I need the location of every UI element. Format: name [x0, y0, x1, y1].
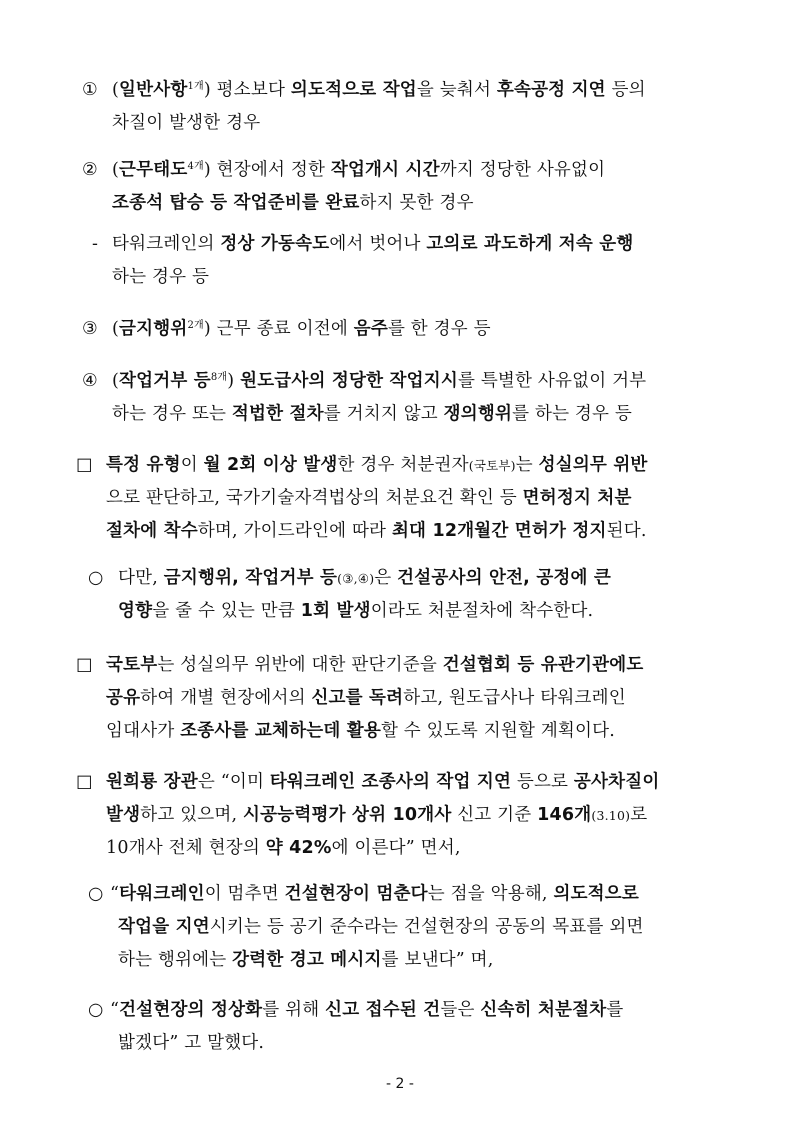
bold-text: 원희룡 장관: [106, 772, 198, 792]
text-segment: (: [112, 319, 120, 339]
paragraph-quote-warning: [88, 878, 644, 977]
text-segment: (: [112, 371, 120, 391]
paragraph-sharing: [76, 649, 643, 748]
bold-text: 작업을 지연: [118, 917, 210, 937]
bold-text: 신고 접수된 건: [325, 1000, 441, 1020]
text-segment: “: [110, 1000, 120, 1020]
text-segment: 까지 정당한 사유없이: [439, 160, 606, 180]
text-segment: 하는 경우 등: [112, 267, 210, 287]
text-segment: 10개사 전체 현장의: [106, 838, 266, 858]
text-segment: 에서 벗어나: [329, 234, 427, 254]
bold-text: 건설현장이 멈춘다: [284, 884, 428, 904]
bold-text: 신속히 처분절차: [480, 1000, 607, 1020]
text-segment: 를 특별한 사유없이 거부: [457, 371, 647, 391]
bold-text: 강력한 경고 메시지: [232, 950, 382, 970]
bold-text: 성실의무 위반: [538, 455, 648, 475]
bold-text: 건설공사의 안전, 공정에 큰: [397, 568, 612, 588]
bold-text: 최대 12개월간 면허가 정지: [391, 521, 607, 541]
text-segment: 을 늦춰서: [416, 80, 497, 100]
bold-text: 금지행위, 작업거부 등: [163, 568, 338, 588]
bold-text: 조종석 탑승 등 작업준비를 완료: [112, 193, 360, 213]
bold-text: 금지행위: [119, 319, 188, 339]
item-work-refusal: [82, 361, 646, 431]
text-segment: 이라도 처분절차에 착수한다.: [370, 601, 594, 621]
text-segment: 를 거치지 않고: [323, 404, 444, 424]
text-segment: 신고 기준: [451, 805, 538, 825]
item-marker: ③: [82, 319, 98, 339]
text-segment: 으로 판단하고, 국가기술자격법상의 처분요건 확인 등: [106, 488, 523, 508]
bold-text: 146개: [537, 805, 592, 825]
bold-text: 1회 발생: [300, 601, 371, 621]
bold-text: 공유: [106, 688, 141, 708]
bold-text: 국토부: [106, 655, 158, 675]
circle-marker: ○: [88, 568, 104, 588]
text-segment: 하지 못한 경우: [359, 193, 474, 213]
bold-text: 일반사항: [119, 80, 188, 100]
text-segment: 를 한 경우 등: [387, 319, 491, 339]
box-marker: □: [76, 655, 93, 675]
dash-marker: -: [92, 234, 99, 254]
text-segment: 는 점을 악용해,: [427, 884, 554, 904]
text-segment: 에 이른다” 면서,: [331, 838, 461, 858]
text-segment: 를 하는 경우 등: [512, 404, 633, 424]
text-segment: 이: [180, 455, 204, 475]
text-segment: (: [112, 160, 120, 180]
bold-text: 영향: [118, 601, 153, 621]
text-segment: 는 성실의무 위반에 대한 판단기준을: [157, 655, 443, 675]
text-segment: ) 근무 종료 이전에: [203, 319, 354, 339]
bold-text: 쟁의행위: [443, 404, 513, 424]
bold-text: 근무태도: [119, 160, 188, 180]
bold-text: 의도적으로: [553, 884, 639, 904]
page-number: - 2 -: [386, 1076, 414, 1092]
bold-text: 음주: [353, 319, 388, 339]
paragraph-minister: [76, 766, 659, 865]
bold-text: 정상 가동속도: [220, 234, 330, 254]
text-segment: 을 줄 수 있는 만큼: [152, 601, 301, 621]
text-segment: 를 보낸다” 며,: [381, 950, 494, 970]
count-superscript: 1개: [187, 81, 204, 92]
bold-text: 시공능력평가 상위 10개사: [243, 805, 452, 825]
text-segment: 된다.: [606, 521, 647, 541]
bold-text: 원도급사의 정당한 작업지시: [240, 371, 458, 391]
item-general: [82, 70, 646, 140]
text-segment: 한 경우 처분권자: [337, 455, 469, 475]
bold-text: 약 42%: [265, 838, 332, 858]
text-segment: 를: [606, 1000, 624, 1020]
text-segment: ): [227, 371, 241, 391]
text-segment: 하며, 가이드라인에 따라: [197, 521, 392, 541]
item-work-attitude: [82, 150, 605, 220]
bold-text: 작업거부 등: [119, 371, 211, 391]
text-segment: (: [112, 80, 120, 100]
bold-text: 건설협회 등 유관기관에도: [442, 655, 644, 675]
text-segment: 다만,: [118, 568, 164, 588]
text-segment: 임대사가: [106, 721, 181, 741]
text-segment: 할 수 있도록 지원할 계획이다.: [380, 721, 616, 741]
text-segment: 하고 있으며,: [140, 805, 244, 825]
text-segment: 차질이 발생한 경우: [112, 113, 261, 133]
text-segment: 하는 경우 또는: [112, 404, 232, 424]
text-segment: 은 “이미: [197, 772, 270, 792]
box-marker: □: [76, 772, 93, 792]
bold-text: 건설현장의 정상화: [119, 1000, 263, 1020]
text-segment: 는: [515, 455, 539, 475]
circle-marker: ○: [88, 1000, 104, 1020]
paragraph-quote-closing: [88, 994, 623, 1060]
text-segment: 이 멈추면: [204, 884, 285, 904]
bold-text: 고의로 과도하게 저속 운행: [426, 234, 634, 254]
bold-text: 신고를 독려: [311, 688, 404, 708]
item-prohibited: [82, 309, 491, 346]
count-superscript: 8개: [210, 372, 228, 383]
count-superscript: 4개: [187, 161, 204, 172]
text-segment: 밟겠다” 고 말했다.: [118, 1033, 265, 1053]
bold-text: 공사차질이: [573, 772, 660, 792]
bold-text: 면허정지 처분: [522, 488, 632, 508]
bold-text: 타워크레인: [119, 884, 205, 904]
paragraph-suspension: [76, 449, 648, 548]
text-segment: 들은: [440, 1000, 481, 1020]
circle-marker: ○: [88, 884, 104, 904]
paragraph-single-occurrence: [88, 562, 611, 628]
text-segment: (국토부): [468, 458, 516, 473]
item-marker: ②: [82, 160, 98, 180]
bold-text: 발생: [106, 805, 141, 825]
bold-text: 작업개시 시간: [330, 160, 440, 180]
text-segment: (3.10): [591, 808, 631, 823]
count-superscript: 2개: [187, 320, 204, 331]
box-marker: □: [76, 455, 93, 475]
text-segment: 은: [374, 568, 398, 588]
text-segment: 시키는 등 공기 준수라는 건설현장의 공동의 목표를 외면: [209, 917, 644, 937]
text-segment: 하여 개별 현장에서의: [140, 688, 312, 708]
item-marker: ①: [82, 80, 98, 100]
bold-text: 타워크레인 조종사의 작업 지연: [269, 772, 512, 792]
text-segment: 를 위해: [262, 1000, 326, 1020]
text-segment: 등으로: [511, 772, 574, 792]
text-segment: 타워크레인의: [112, 234, 221, 254]
text-segment: (③,④): [337, 571, 375, 586]
text-segment: ) 평소보다: [203, 80, 291, 100]
text-segment: “: [110, 884, 120, 904]
bold-text: 특정 유형: [106, 455, 181, 475]
bold-text: 월 2회 이상 발생: [203, 455, 338, 475]
text-segment: 하고, 원도급사나 타워크레인: [403, 688, 626, 708]
bold-text: 적법한 절차: [231, 404, 324, 424]
item-slow-operation: [92, 228, 633, 294]
item-marker: ④: [82, 371, 98, 391]
text-segment: 등의: [605, 80, 646, 100]
text-segment: 로: [630, 805, 648, 825]
text-segment: ) 현장에서 정한: [203, 160, 331, 180]
bold-text: 후속공정 지연: [496, 80, 606, 100]
bold-text: 절차에 착수: [106, 521, 198, 541]
text-segment: 하는 행위에는: [118, 950, 233, 970]
bold-text: 의도적으로 작업: [290, 80, 417, 100]
bold-text: 조종사를 교체하는데 활용: [180, 721, 381, 741]
